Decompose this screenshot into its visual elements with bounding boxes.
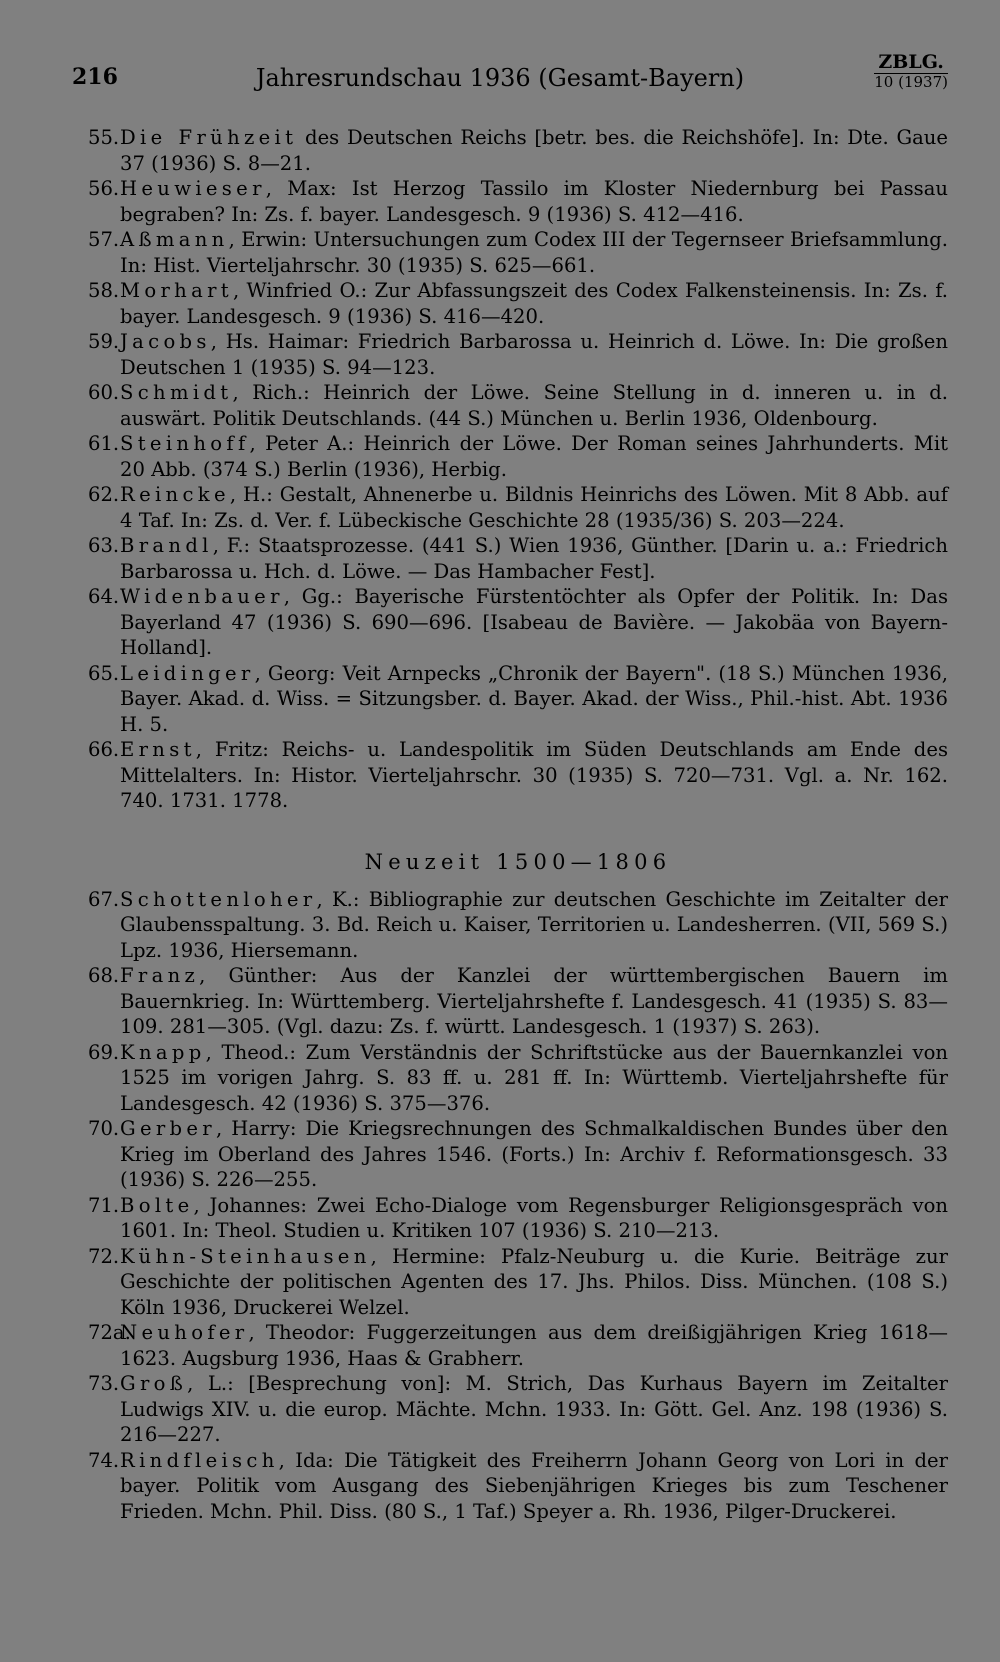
bibliography-entry	[88, 1448, 948, 1525]
entry-text: , Theod.: Zum Verständnis der Schriftstücke aus der Bauernkanzlei von 1525 im vorigen Jahrg. S. 83 ff. u. 281 ff. In: Württemb. Vierteljahrshefte für Landesgesch. 42 (1936) S. 375—376.	[120, 1040, 948, 1115]
bibliography-entry	[88, 1244, 948, 1321]
entry-text: , Peter A.: Heinrich der Löwe. Der Roman seines Jahrhunderts. Mit 20 Abb. (374 S.) Berlin (1936), Herbig.	[120, 432, 948, 481]
entry-number: 73.	[88, 1372, 120, 1395]
bibliography-entry	[88, 737, 948, 814]
entry-text: , F.: Staatsprozesse. (441 S.) Wien 1936, Günther. [Darin u. a.: Friedrich Barbarossa u. Hch. d. Löwe. — Das Hambacher Fest].	[120, 534, 948, 583]
entry-text: , L.: [Besprechung von]: M. Strich, Das Kurhaus Bayern im Zeitalter Ludwigs XIV. u. die europ. Mächte. Mchn. 1933. In: Gött. Gel. Anz. 198 (1936) S. 216—227.	[120, 1372, 948, 1446]
entry-number: 74.	[88, 1448, 120, 1472]
entry-text: , Günther: Aus der Kanzlei der württembergischen Bauern im Bauernkrieg. In: Württemberg. Vierteljahrshefte f. Landesgesch. 41 (1935) S. 83—109. 281—305. (Vgl. dazu: Zs. f. württ. Landesgesch. 1 (1937) S. 263).	[120, 964, 948, 1038]
entry-text: , Georg: Veit Arnpecks „Chronik der Bayern". (18 S.) München 1936, Bayer. Akad. d. Wiss. = Sitzungsber. d. Bayer. Akad. der Wiss., Phil.-hist. Abt. 1936 H. 5.	[120, 661, 948, 736]
entry-text: , Hs. Haimar: Friedrich Barbarossa u. Heinrich d. Löwe. In: Die großen Deutschen 1 (1935) S. 94—123.	[120, 330, 948, 379]
entry-text: , H.: Gestalt, Ahnenerbe u. Bildnis Heinrichs des Löwen. Mit 8 Abb. auf 4 Taf. In: Zs. d. Ver. f. Lübeckische Geschichte 28 (1935/36) S. 203—224.	[120, 483, 948, 532]
bibliography-body	[88, 125, 948, 1524]
entry-number: 55.	[88, 126, 120, 149]
entry-author: Kühn-Steinhausen	[120, 1244, 371, 1268]
bibliography-entry	[88, 533, 948, 584]
entry-author: Reincke	[120, 483, 230, 506]
entry-author: Steinhoff	[120, 432, 250, 455]
journal-abbreviation: ZBLG.	[874, 52, 948, 74]
entry-author: Die Frühzeit	[120, 126, 298, 149]
entry-author: Heuwieser	[120, 177, 266, 200]
entry-author: Neuhofer	[120, 1321, 249, 1344]
entry-author: Ernst	[120, 738, 196, 761]
bibliography-entry	[88, 125, 948, 176]
journal-reference	[874, 52, 948, 90]
entry-author: Schmidt	[120, 381, 233, 404]
bibliography-entry	[88, 1193, 948, 1244]
entry-number: 70.	[88, 1117, 120, 1140]
bibliography-entry	[88, 1320, 948, 1371]
bibliography-entry	[88, 1040, 948, 1117]
page-number: 216	[72, 64, 118, 90]
bibliography-entry	[88, 227, 948, 278]
running-title: Jahresrundschau 1936 (Gesamt-Bayern)	[255, 64, 745, 92]
entry-number: 62.	[88, 483, 120, 506]
bibliography-entry	[88, 482, 948, 533]
entry-text: , Fritz: Reichs- u. Landespolitik im Süden Deutschlands am Ende des Mittelalters. In: Histor. Vierteljahrschr. 30 (1935) S. 720—731. Vgl. a. Nr. 162. 740. 1731. 1778.	[120, 738, 948, 812]
journal-volume: 10 (1937)	[874, 72, 948, 91]
entry-number: 71.	[88, 1193, 120, 1217]
entry-text: , Gg.: Bayerische Fürstentöchter als Opfer der Politik. In: Das Bayerland 47 (1936) S. 690—696. [Isabeau de Bavière. — Jakobäa von Bayern-Holland].	[120, 585, 948, 659]
bibliography-entry	[88, 887, 948, 964]
entry-author: Morhart	[120, 279, 233, 302]
entry-text: , Winfried O.: Zur Abfassungszeit des Codex Falkensteinensis. In: Zs. f. bayer. Landesgesch. 9 (1936) S. 416—420.	[120, 279, 948, 328]
entry-text: , Ida: Die Tätigkeit des Freiherrn Johann Georg von Lori in der bayer. Politik vom Ausgang des Siebenjährigen Krieges bis zum Teschener Frieden. Mchn. Phil. Diss. (80 S., 1 Taf.) Speyer a. Rh. 1936, Pilger-Druckerei.	[120, 1448, 948, 1523]
entry-number: 63.	[88, 534, 120, 557]
entry-text: , Johannes: Zwei Echo-Dialoge vom Regensburger Religionsgespräch von 1601. In: Theol. Studien u. Kritiken 107 (1936) S. 210—213.	[120, 1193, 948, 1242]
entry-author: Jacobs	[120, 330, 211, 353]
entry-number: 59.	[88, 330, 120, 353]
bibliography-entry	[88, 584, 948, 661]
entry-text: , Hermine: Pfalz-Neuburg u. die Kurie. Beiträge zur Geschichte der politischen Agenten des 17. Jhs. Philos. Diss. München. (108 S.) Köln 1936, Druckerei Welzel.	[120, 1244, 948, 1319]
entry-author: Aßmann	[120, 228, 229, 251]
entry-number: 64.	[88, 585, 120, 608]
entry-number: 69.	[88, 1040, 120, 1064]
entry-list-medieval	[88, 125, 948, 814]
bibliography-entry	[88, 278, 948, 329]
entry-text: , Harry: Die Kriegsrechnungen des Schmalkaldischen Bundes über den Krieg im Oberland des Jahres 1546. (Forts.) In: Archiv f. Reformationsgesch. 33 (1936) S. 226—255.	[120, 1117, 948, 1191]
entry-text: , Max: Ist Herzog Tassilo im Kloster Niedernburg bei Passau begraben? In: Zs. f. bayer. Landesgesch. 9 (1936) S. 412—416.	[120, 177, 948, 226]
entry-text: , Erwin: Untersuchungen zum Codex III der Tegernseer Briefsammlung. In: Hist. Vierteljahrschr. 30 (1935) S. 625—661.	[120, 228, 948, 277]
entry-author: Knapp	[120, 1040, 206, 1064]
bibliography-entry	[88, 176, 948, 227]
entry-author: Widenbauer	[120, 585, 284, 608]
bibliography-entry	[88, 963, 948, 1040]
bibliography-entry	[88, 380, 948, 431]
entry-number: 56.	[88, 177, 120, 200]
section-heading: Neuzeit 1500—1806	[364, 849, 672, 874]
bibliography-entry	[88, 431, 948, 482]
entry-number: 57.	[88, 228, 120, 251]
entry-text: , Rich.: Heinrich der Löwe. Seine Stellung in d. inneren u. in d. auswärt. Politik Deutschlands. (44 S.) München u. Berlin 1936, Oldenbourg.	[120, 381, 948, 430]
entry-number: 72.	[88, 1244, 120, 1268]
entry-text: , Theodor: Fuggerzeitungen aus dem dreißigjährigen Krieg 1618—1623. Augsburg 1936, Haas & Grabherr.	[120, 1321, 948, 1370]
entry-number: 72a.	[88, 1321, 131, 1344]
entry-number: 60.	[88, 381, 120, 404]
entry-number: 68.	[88, 964, 120, 987]
entry-author: Schottenloher	[120, 887, 317, 911]
entry-author: Bolte	[120, 1193, 194, 1217]
entry-list-modern	[88, 887, 948, 1525]
entry-number: 58.	[88, 279, 120, 302]
bibliography-entry	[88, 1371, 948, 1448]
entry-text: des Deutschen Reichs [betr. bes. die Reichshöfe]. In: Dte. Gaue 37 (1936) S. 8—21.	[120, 126, 948, 175]
entry-author: Brandl	[120, 534, 213, 557]
entry-author: Gerber	[120, 1117, 216, 1140]
entry-number: 65.	[88, 661, 120, 685]
bibliography-entry	[88, 661, 948, 738]
entry-author: Franz	[120, 964, 200, 987]
entry-text: , K.: Bibliographie zur deutschen Geschichte im Zeitalter der Glaubensspaltung. 3. Bd. Reich u. Kaiser, Territorien u. Landesherren. (VII, 569 S.) Lpz. 1936, Hiersemann.	[120, 887, 948, 962]
entry-author: Groß	[120, 1372, 188, 1395]
entry-number: 67.	[88, 887, 120, 911]
entry-number: 61.	[88, 432, 120, 455]
entry-author: Rindfleisch	[120, 1448, 279, 1472]
entry-number: 66.	[88, 738, 120, 761]
page-header	[0, 52, 1000, 112]
bibliography-entry	[88, 329, 948, 380]
entry-author: Leidinger	[120, 661, 255, 685]
bibliography-entry	[88, 1116, 948, 1193]
